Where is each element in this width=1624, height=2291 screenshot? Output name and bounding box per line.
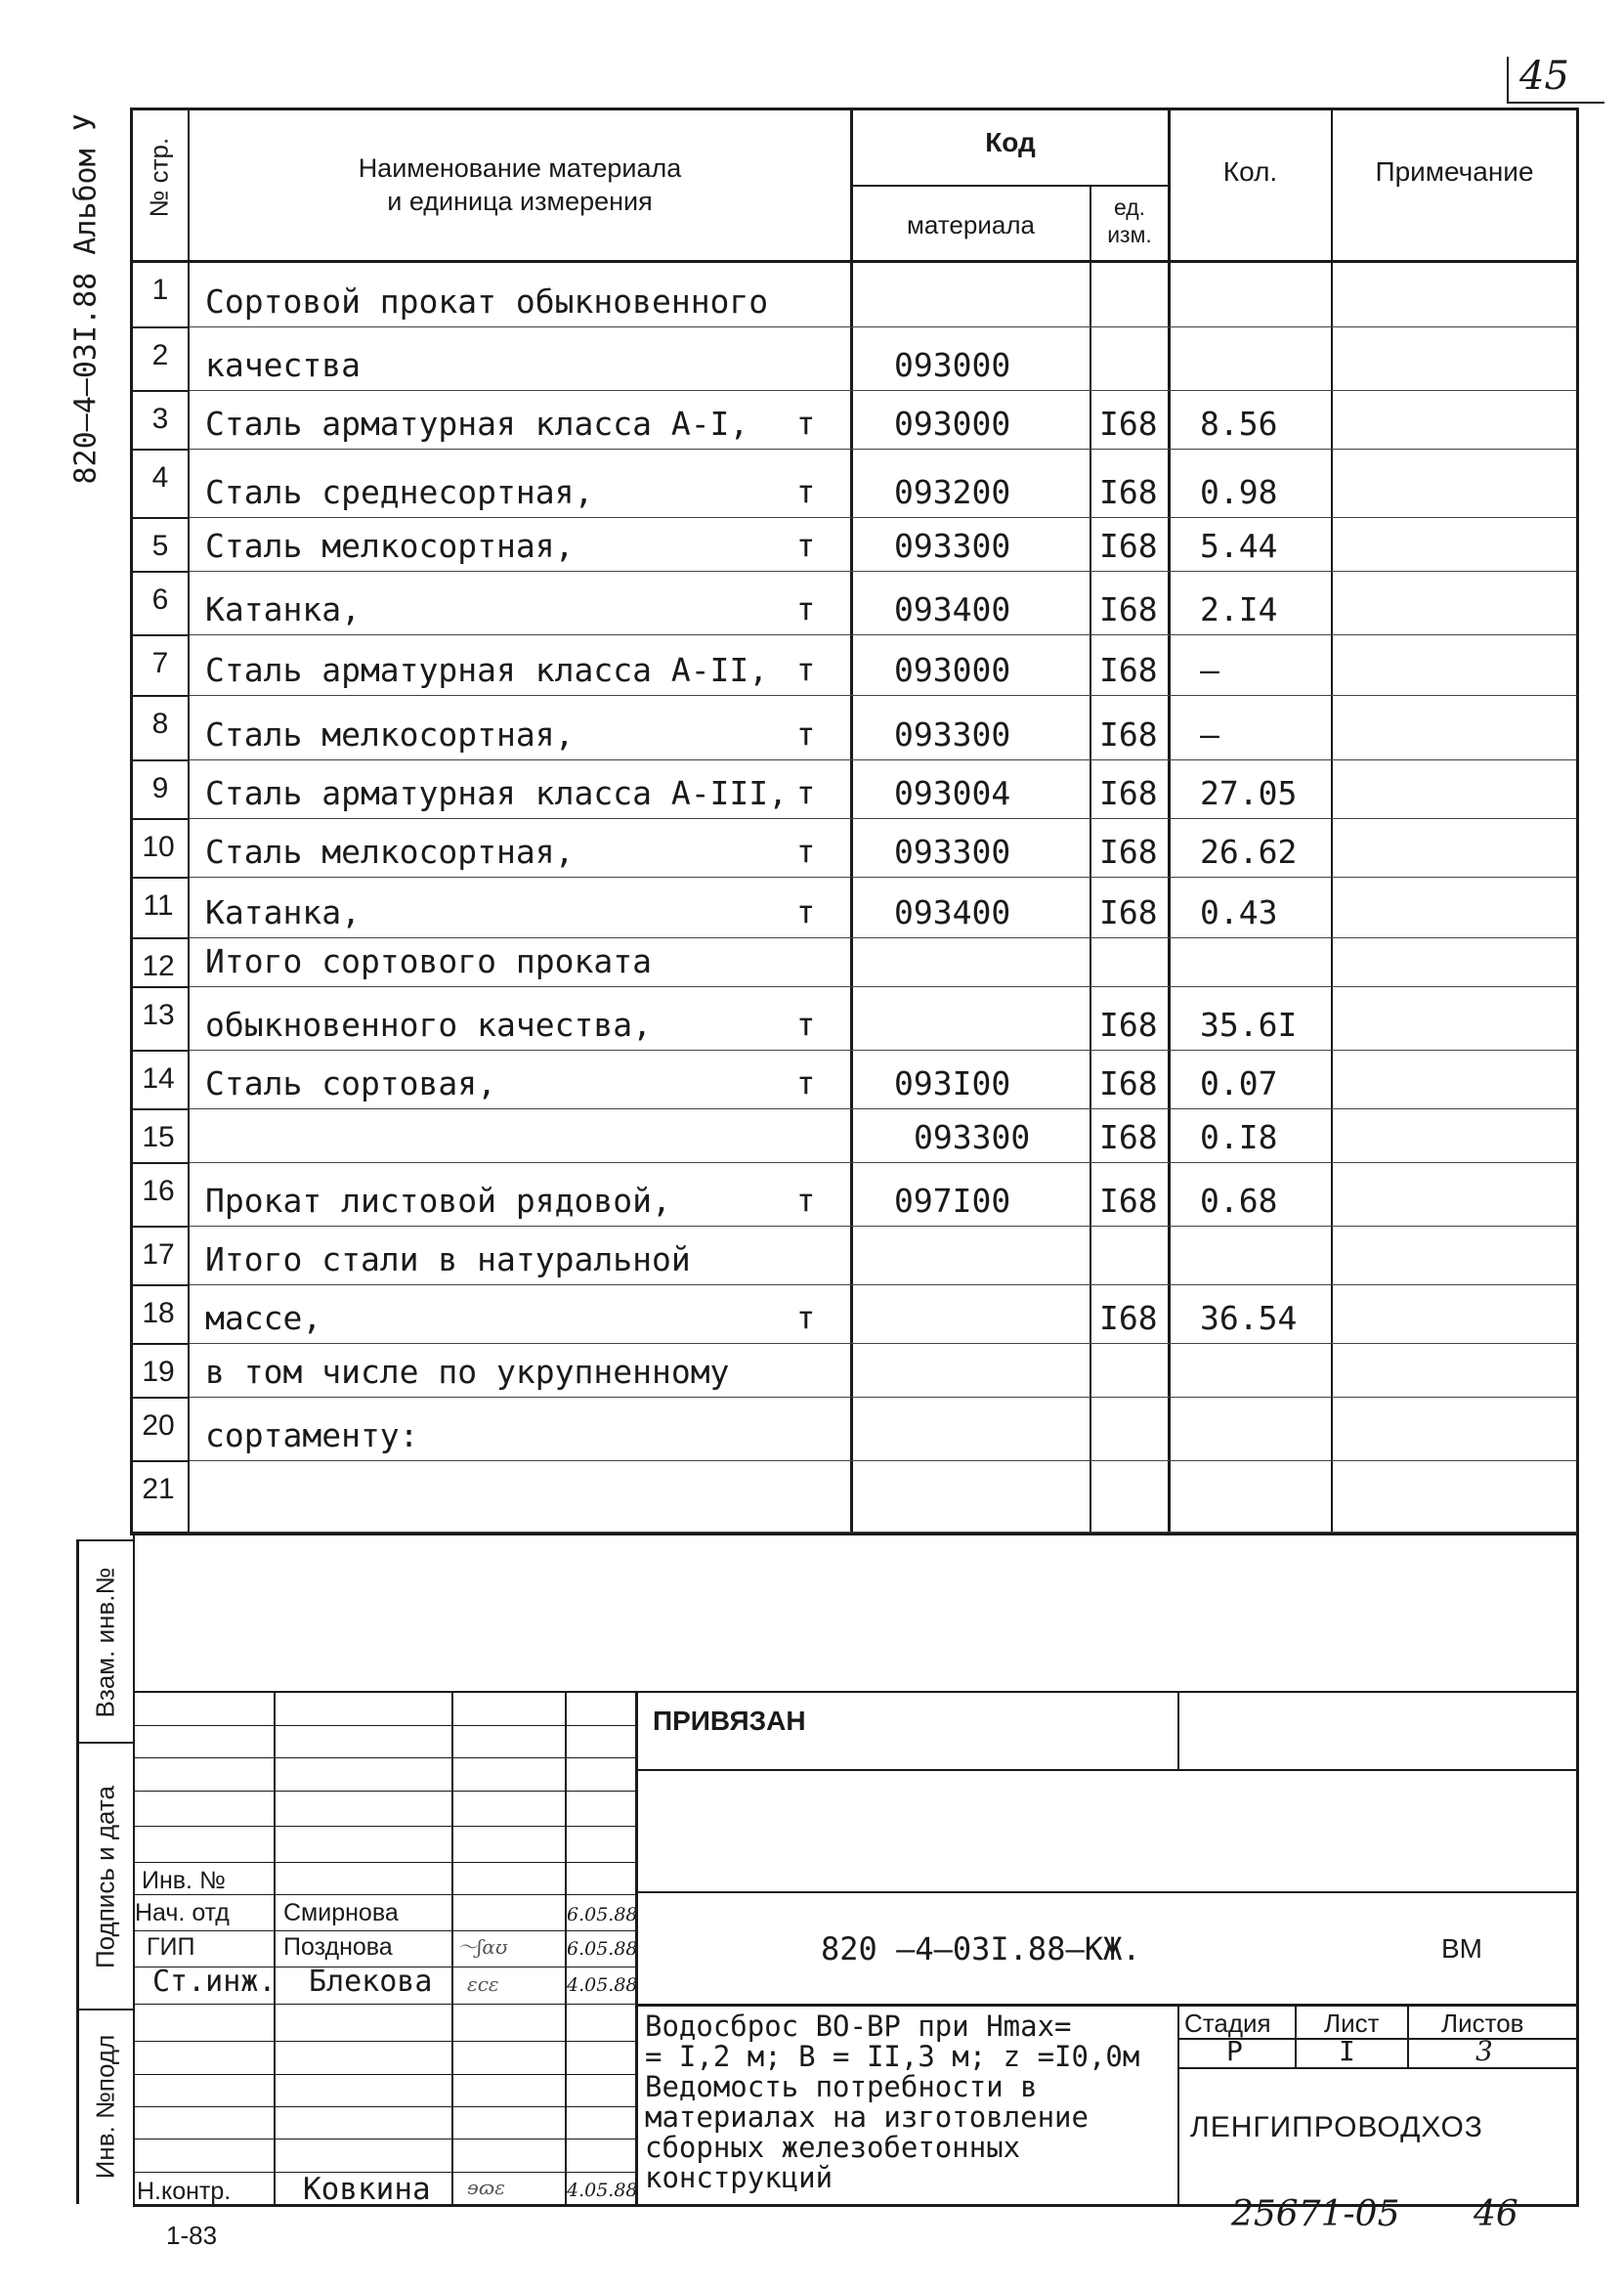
row-underline [190,1108,1577,1109]
unit: т [796,715,816,753]
unit: т [796,833,816,870]
header-note: Примечание [1375,156,1534,187]
row-separator [133,1397,190,1399]
stamp-stage-label: Стадия [1184,2009,1271,2038]
unit: т [796,1182,816,1219]
material-name: Сталь сортовая, [205,1064,497,1102]
stamp-stage-col2 [1407,2004,1409,2067]
row-underline [190,390,1577,391]
unit: т [796,473,816,510]
row-separator [133,877,190,879]
quantity: 27.05 [1200,774,1298,812]
quantity: 0.43 [1200,893,1278,931]
stamp-inv-no: Инв. № [142,1867,226,1894]
material-name: Сталь арматурная класса А-I, [205,405,749,443]
unit-code: I68 [1099,715,1158,754]
row-underline [190,1532,1577,1533]
row-number: 17 [142,1238,175,1271]
unit: т [796,774,816,811]
row-underline [190,818,1577,819]
row-separator [133,1050,190,1052]
row-underline [190,877,1577,878]
material-code: 093I00 [894,1064,1011,1102]
row-separator [133,1284,190,1286]
material-code: 093000 [894,346,1011,384]
header-code-group: Код [985,127,1036,157]
col-line-ed [1168,108,1171,1535]
stamp-signature-1: 〜ʃɑʊ [457,1935,508,1959]
stamp-title-line5: сборных железобетонных [645,2131,1021,2164]
material-name: Сталь мелкосортная, [205,527,575,565]
quantity: 0.I8 [1200,1118,1278,1156]
stamp-designation: 820 –4–03I.88–КЖ. [821,1930,1141,1967]
quantity: 26.62 [1200,833,1298,871]
stamp-stage-row2 [1177,2067,1579,2069]
row-separator [133,326,190,328]
quantity: 8.56 [1200,405,1278,443]
header-bottom-border [130,260,1578,263]
page-number: 45 [1519,54,1569,99]
row-separator [133,1532,190,1534]
row-separator [133,634,190,636]
row-underline [190,986,1577,987]
unit-code: I68 [1099,893,1158,931]
row-separator [133,695,190,697]
stamp-row10 [133,2041,636,2042]
album-label: 820–4–03I.88 Альбом У [68,113,104,485]
row-number: 4 [151,461,169,494]
unit-code: I68 [1099,1182,1158,1220]
stamp-name-3: Ковкина [303,2172,431,2207]
stamp-privyazan-divider [1177,1691,1179,1769]
side-strip-left-border [76,1539,79,2204]
unit-code: I68 [1099,473,1158,511]
row-underline [190,695,1577,696]
unit: т [796,1299,816,1336]
row-number: 10 [142,831,175,863]
side-label-podpis: Подпись и дата [90,1786,120,1969]
material-name: сортаменту: [205,1416,419,1454]
row-number: 15 [142,1121,175,1153]
stamp-row13 [133,2139,636,2140]
header-name [190,151,850,218]
stamp-name-2: Блекова [309,1965,433,1999]
row-separator [133,517,190,519]
stamp-row9 [133,2004,636,2005]
stamp-sheet-value: I [1339,2035,1355,2067]
stamp-name-0: Смирнова [283,1899,399,1926]
stamp-role-1: ГИП [147,1933,195,1961]
stamp-stage-col1 [1295,2004,1297,2067]
col-line-qty [1331,108,1333,1535]
header-code-unit-line2: изм. [1107,222,1152,247]
unit-code: I68 [1099,651,1158,689]
unit-code: I68 [1099,405,1158,443]
row-number: 8 [151,708,169,740]
header-code-unit [1091,194,1168,248]
unit-code: I68 [1099,590,1158,628]
material-name: Катанка, [205,590,361,628]
unit: т [796,527,816,564]
row-underline [190,1050,1577,1051]
stamp-title-divider [1177,2004,1179,2204]
row-separator [133,1343,190,1345]
material-code: 093400 [894,893,1011,931]
unit-code: I68 [1099,1064,1158,1102]
material-name: Катанка, [205,893,361,931]
stamp-sheets-value: 3 [1475,2035,1493,2067]
unit: т [796,590,816,627]
row-separator [133,818,190,820]
stamp-title [645,2011,1139,2193]
row-number: 13 [142,999,175,1031]
col-line-num [188,108,190,1535]
stamp-date-1: 6.05.88 [567,1938,638,1960]
material-code: 093000 [894,651,1011,689]
quantity: 0.07 [1200,1064,1278,1102]
row-underline [190,571,1577,572]
row-number: 6 [151,584,169,616]
row-underline [190,1343,1577,1344]
row-number: 11 [143,889,174,922]
header-qty: Кол. [1222,156,1278,187]
material-name: Сталь среднесортная, [205,473,594,511]
quantity: 36.54 [1200,1299,1298,1337]
stamp-row3 [133,1791,636,1792]
unit-code: I68 [1099,1006,1158,1044]
row-number: 20 [142,1409,175,1442]
row-underline [190,449,1577,450]
stamp-title-line4: материалах на изготовление [645,2100,1089,2134]
unit-code: I68 [1099,774,1158,812]
stamp-title-line3: Ведомость потребности в [645,2070,1038,2103]
unit: т [796,1064,816,1102]
page-number-underline [1507,102,1604,104]
row-number: 5 [151,530,169,562]
row-separator [133,759,190,761]
header-name-line2: и единица измерения [387,187,653,216]
material-name: в том числе по укрупненному [205,1353,730,1391]
quantity: – [1200,651,1219,689]
material-code: 093000 [894,405,1011,443]
row-underline [190,1460,1577,1461]
stamp-date-2: 4.05.88 [567,1974,638,1996]
stamp-role-3: Н.контр. [137,2178,232,2205]
row-underline [190,937,1577,938]
row-underline [190,1284,1577,1285]
material-name: Сталь мелкосортная, [205,715,575,754]
footer-left-code: 1-83 [166,2221,218,2250]
quantity: 2.I4 [1200,590,1278,628]
col-line-name [850,108,853,1535]
material-name: Сортовой прокат обыкновенного [205,282,769,321]
row-separator [133,986,190,988]
unit: т [796,405,816,442]
stamp-sheet-label: Лист [1324,2009,1380,2038]
stamp-row7 [133,1930,636,1931]
side-strip-top [76,1539,133,1541]
row-number: 16 [142,1175,175,1207]
row-underline [190,759,1577,760]
unit-code: I68 [1099,833,1158,871]
row-separator [133,571,190,573]
stamp-organization: ЛЕНГИПРОВОДХОЗ [1190,2111,1483,2143]
stamp-stage-value: Р [1226,2035,1243,2067]
table-bottom-border [130,1533,1578,1535]
row-separator [133,449,190,451]
row-number: 21 [142,1473,175,1505]
row-separator [133,1162,190,1164]
stamp-designation-bottom [635,2004,1579,2007]
table-right-border [1576,108,1579,1535]
material-name: обыкновенного качества, [205,1006,652,1044]
material-code: 093300 [894,715,1011,754]
material-name: Прокат листовой рядовой, [205,1182,671,1220]
row-underline [190,1162,1577,1163]
stamp-sheets-label: Листов [1441,2009,1524,2038]
row-separator [133,390,190,392]
row-number: 9 [151,772,169,804]
quantity: 35.6I [1200,1006,1298,1044]
material-code: 093200 [894,473,1011,511]
stamp-date-0: 6.05.88 [567,1904,638,1925]
stamp-title-line1: Водосброс ВО-ВР при Hmax= [645,2010,1072,2043]
stamp-privyazan-bottom [635,1769,1579,1771]
header-name-line1: Наименование материала [358,153,682,183]
stamp-role-0: Нач. отд [135,1899,230,1926]
row-number: 1 [151,274,169,306]
quantity: – [1200,715,1219,754]
material-code: 097I00 [894,1182,1011,1220]
stamp-date-3: 4.05.88 [567,2180,638,2201]
header-code-material: материала [907,210,1035,239]
stamp-row4 [133,1826,636,1827]
stamp-row11 [133,2074,636,2075]
stamp-col1 [274,1691,276,2204]
row-underline [190,517,1577,518]
row-separator [133,937,190,939]
material-code: 093300 [914,1118,1031,1156]
row-underline [190,1226,1577,1227]
material-name: Сталь арматурная класса А-II, [205,651,769,689]
material-code: 093400 [894,590,1011,628]
stamp-row12 [133,2106,636,2107]
unit: т [796,651,816,688]
material-code: 093300 [894,833,1011,871]
material-name: качества [205,346,361,384]
stamp-title-line2: = I,2 м; В = II,3 м; z =I0,0м [645,2040,1140,2073]
table-top-border [130,108,1578,110]
stamp-signature-3: ɘɷɛ [467,2176,505,2199]
quantity: 5.44 [1200,527,1278,565]
side-label-inv-podl: Инв. №подл [90,2034,120,2180]
row-number: 7 [151,647,169,679]
footer-right-page: 46 [1474,2194,1518,2234]
unit: т [796,893,816,930]
row-number: 18 [142,1297,175,1329]
stamp-right [1576,1533,1579,2207]
row-number: 14 [142,1062,175,1095]
material-name: Итого стали в натуральной [205,1240,691,1278]
row-underline [190,1397,1577,1398]
quantity: 0.98 [1200,473,1278,511]
row-number: 2 [151,339,169,371]
row-underline [190,326,1577,327]
unit-code: I68 [1099,527,1158,565]
row-number: 3 [151,403,169,435]
stamp-privyazan: ПРИВЯЗАН [653,1706,806,1736]
material-name: Сталь мелкосортная, [205,833,575,871]
stamp-title-line6: конструкций [645,2161,833,2194]
row-number: 12 [142,950,175,982]
stamp-signature-2: ɛcɛ [467,1972,499,1996]
row-number: 19 [142,1356,175,1388]
row-separator [133,1226,190,1228]
stamp-role-2: Ст.инж. [152,1965,277,1999]
header-code-split [850,185,1170,187]
header-code-unit-line1: ед. [1113,195,1146,220]
row-underline [190,634,1577,635]
unit-code: I68 [1099,1299,1158,1337]
page-number-bracket [1507,57,1509,102]
stamp-row1 [133,1725,636,1726]
unit-code: I68 [1099,1118,1158,1156]
material-name: Сталь арматурная класса А-III, [205,774,789,812]
material-name: массе, [205,1299,322,1337]
quantity: 0.68 [1200,1182,1278,1220]
footer-right-code: 25671-05 [1231,2194,1400,2234]
unit: т [796,1006,816,1043]
side-label-vzam: Взам. инв.№ [90,1567,120,1718]
stamp-row5 [133,1862,636,1863]
row-separator [133,1108,190,1110]
stamp-designation-top [635,1891,1579,1893]
material-code: 093004 [894,774,1011,812]
header-num: № стр. [144,137,174,218]
material-code: 093300 [894,527,1011,565]
stamp-name-1: Позднова [283,1933,393,1961]
stamp-row2 [133,1757,636,1758]
material-name: Итого сортового проката [205,942,652,980]
col-line-code [1090,186,1091,1535]
stamp-top [133,1691,1579,1693]
table-left-border [130,108,133,1535]
stamp-col2 [451,1691,453,2204]
row-separator [133,1460,190,1462]
stamp-designation-code: ВМ [1441,1933,1482,1964]
